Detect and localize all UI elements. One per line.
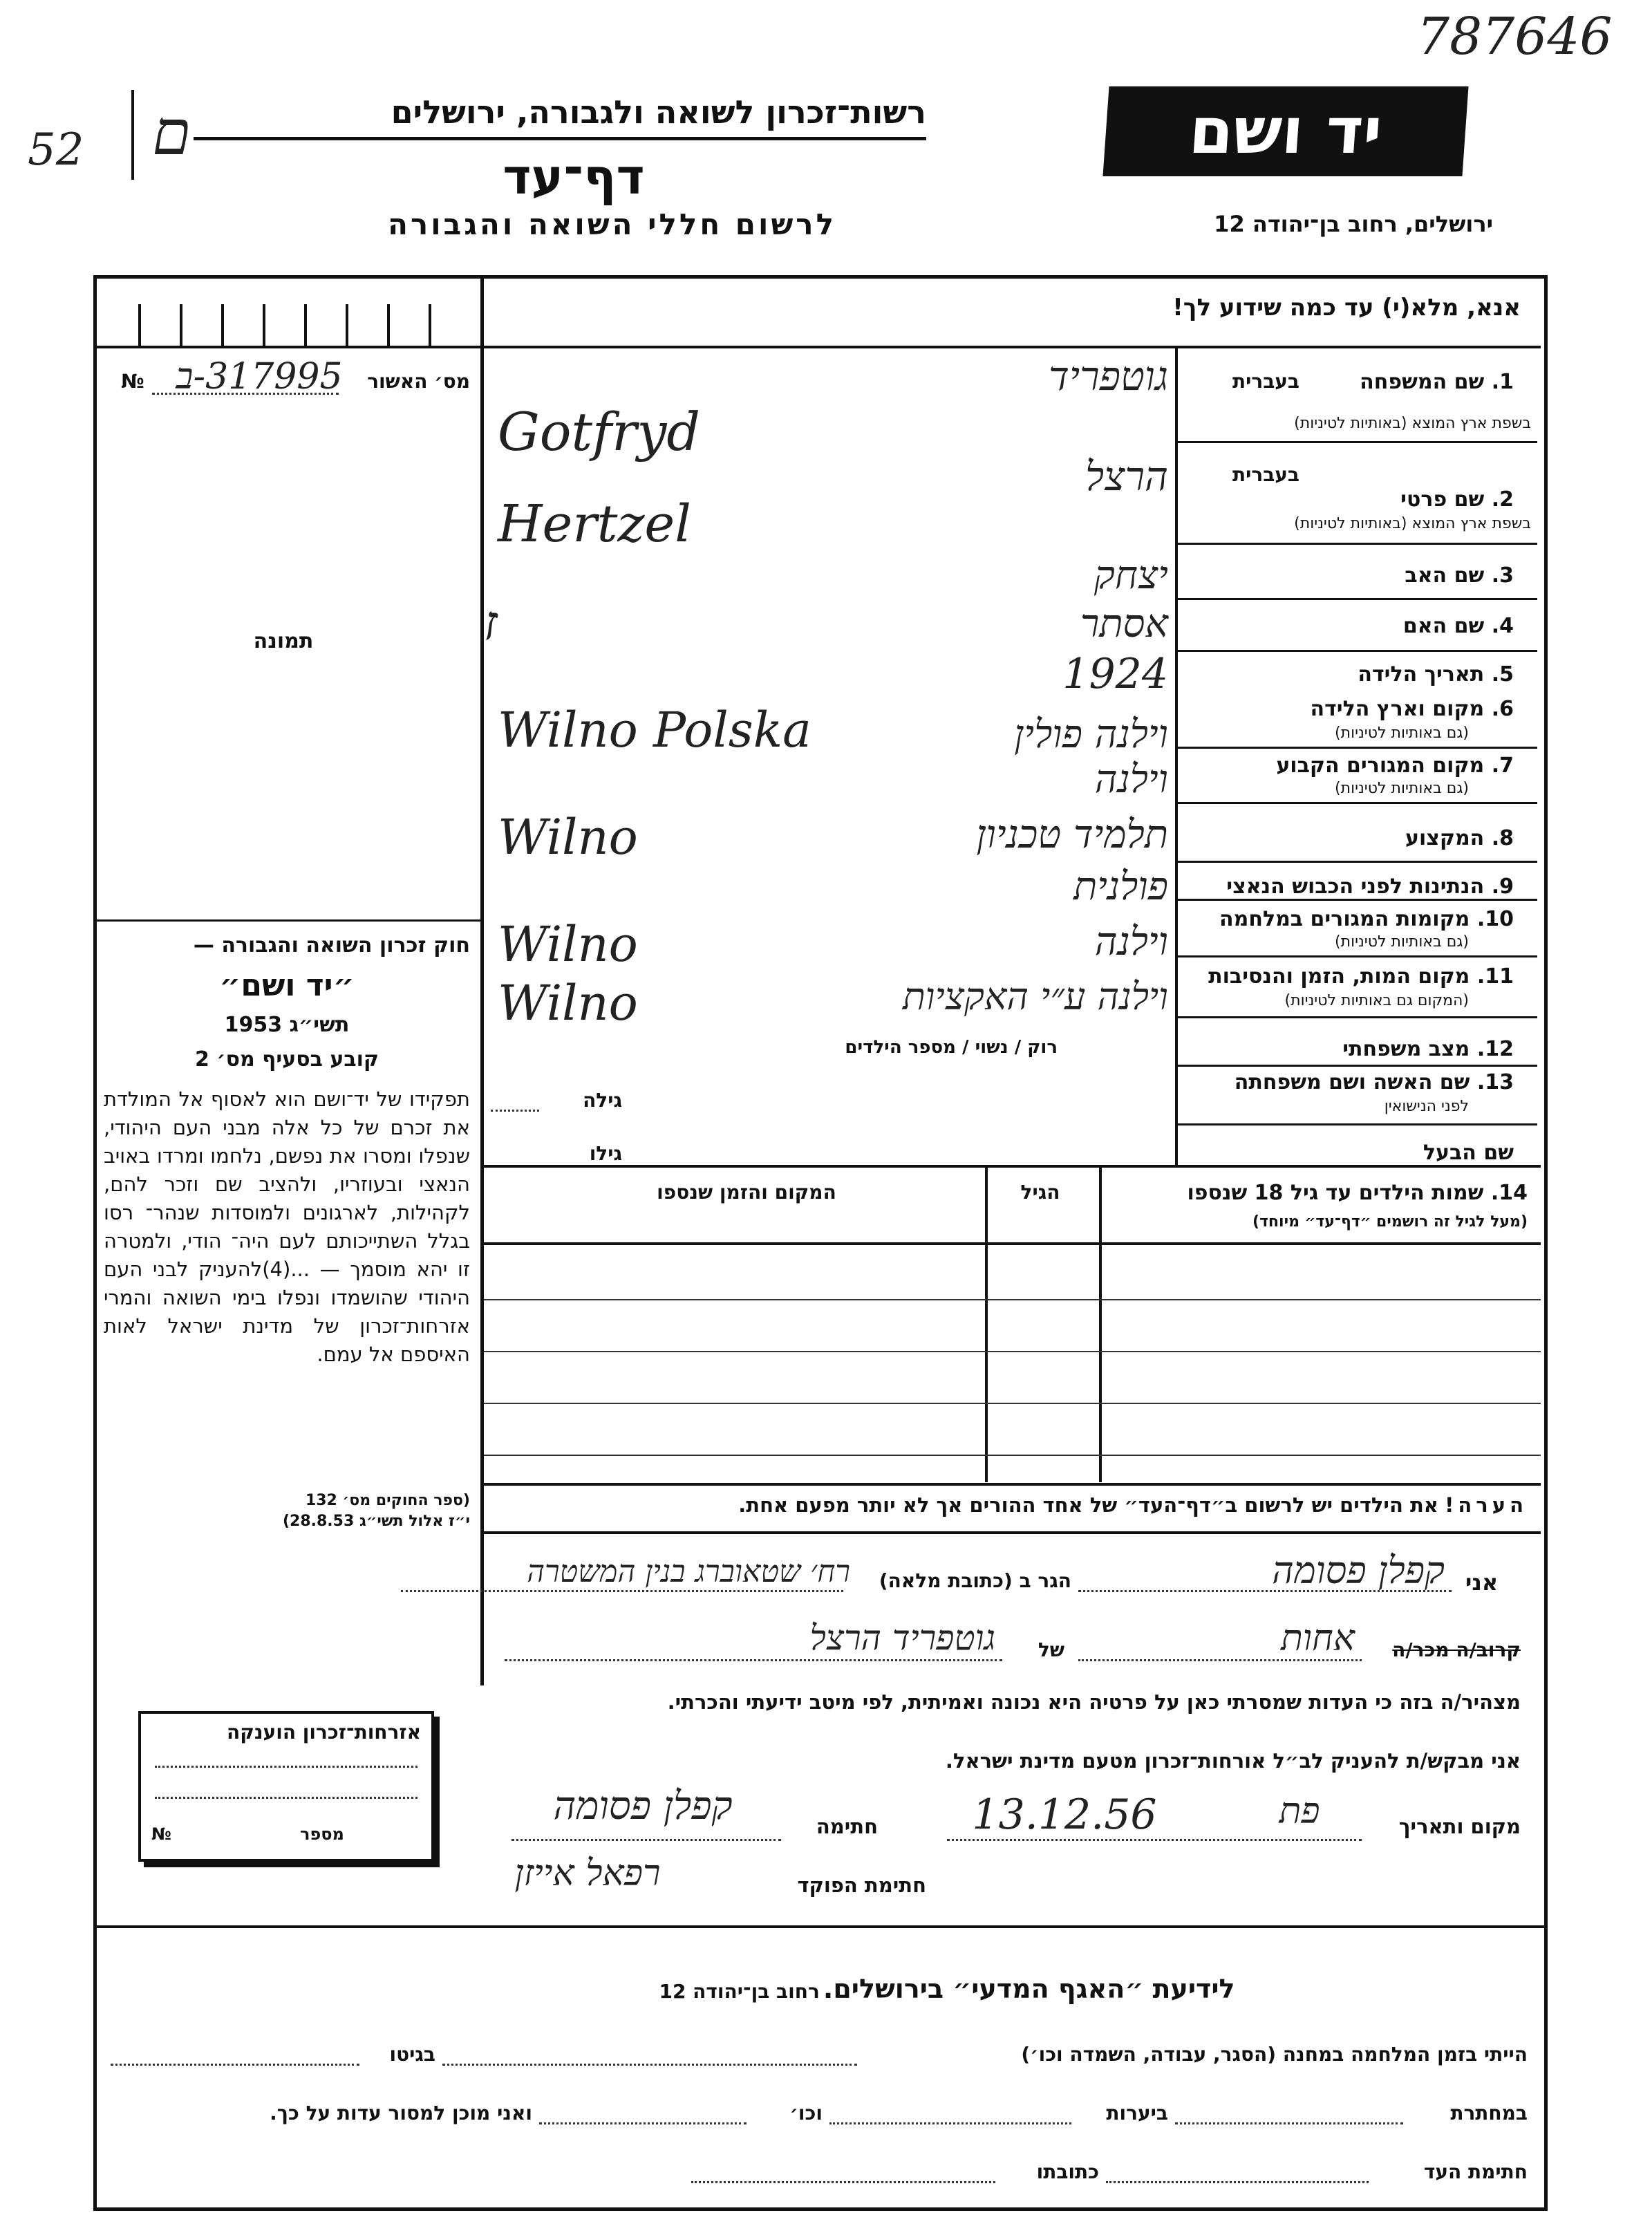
certificate-box [138,1711,434,1862]
first-name-hebrew: הרצל [1085,453,1168,500]
declaration-text: מצהיר/ה בזה כי העדות שמסרתי כאן על פרטיה היא נכונה ואמיתית, לפי מיטב ידיעתי והכרתי. [667,1690,1521,1714]
declarant-address-label: הגר ב (כתובת מלאה) [879,1569,1071,1592]
field-9-num: 9. [1491,875,1514,899]
bottom-title: לידיעת ״האגף המדעי״ בירושלים. [823,1974,1235,2004]
relation-label: קרוב/ה מכר/ה [1392,1638,1521,1661]
approval-label: מס׳ האשור [367,370,470,393]
children-title: שמות הילדים עד גיל 18 שנספו [1187,1181,1484,1205]
law-citation-2: י״ז אלול תשי״ג 28.8.53) [282,1513,470,1530]
mother-name-mark: ז [484,595,498,651]
request-text: אני מבקש/ת להעניק לב״ל אורחות־זכרון מטעם מדינת ישראל. [945,1749,1521,1773]
declarant-name: קפלן פסומה [1272,1549,1445,1592]
header-address: ירושלים, רחוב בן־יהודה 12 [1214,211,1493,237]
death-place-latin: Wilno [498,975,638,1031]
field-2-num: 2. [1491,487,1514,512]
law-title: חוק זכרון השואה והגבורה — [193,933,470,957]
bottom-forests: ביערות [1106,2102,1168,2124]
field-6-note: (גם באותיות לטיניות) [1335,725,1469,742]
margin-number: 52 [28,124,84,176]
field-5-num: 5. [1491,662,1514,686]
residence-latin: Wilno [498,809,638,866]
mother-name: אסתר [1080,601,1168,646]
marital-options: רוק / נשוי / מספר הילדים [845,1037,1058,1058]
field-12-num: 12. [1476,1037,1514,1061]
date-value: 13.12.56 [972,1791,1157,1839]
birth-place-latin: Wilno Polska [498,702,811,758]
law-citation-1: (ספר החוקים מס׳ 132 [305,1492,470,1509]
first-name-latin: Hertzel [498,494,691,554]
field-10-num: 10. [1476,907,1514,931]
birth-year: 1924 [1062,650,1168,698]
field-11-label: מקום המות, הזמן והנסיבות [1208,964,1470,989]
relation-value: אחות [1281,1618,1355,1659]
field-6-label: מקום וארץ הלידה [1310,697,1485,721]
of-name: גוטפריד הרצל [809,1618,995,1658]
wife-age-label: גילה [583,1089,622,1112]
signature-value: קפלן פסומה [553,1784,733,1829]
form-intro: אנא, מלא(י) עד כמה שידוע לך! [1172,294,1521,321]
surname-hebrew: גוטפריד [1048,353,1168,400]
field-13-num: 13. [1476,1070,1514,1094]
field-2-note: בשפת ארץ המוצא (באותיות לטיניות) [1294,515,1531,532]
of-label: של [1038,1638,1064,1661]
children-note: (מעל לגיל זה רושמים ״דף־עד״ מיוחד) [1252,1213,1528,1231]
bottom-underground: במחתרת [1450,2102,1528,2124]
field-1-label: שם המשפחה [1360,370,1485,394]
profession: תלמיד טכניון [976,812,1168,857]
field-1-note: בשפת ארץ המוצא (באותיות לטיניות) [1294,415,1531,432]
field-2-label: שם פרטי [1400,487,1485,512]
bottom-address: רחוב בן־יהודה 12 [659,1980,820,2003]
bottom-line1-end: בגיטו [389,2043,435,2066]
certificate-no-sign: № [151,1824,171,1844]
husband-age-label: גילו [589,1142,622,1165]
law-clause: קובע בסעיף מס׳ 2 [194,1047,379,1072]
law-year: תשי״ג 1953 [224,1013,350,1037]
field-11-note: (המקום גם באותיות לטיניות) [1284,992,1469,1009]
archive-number: 787646 [1417,7,1613,66]
bottom-etc: וכו׳ [789,2102,823,2124]
certificate-number-label: מספר [300,1824,344,1844]
officer-signature: רפאל אייזן [514,1853,661,1894]
field-2-hebrew-tag: בעברית [1232,463,1299,486]
remark-label: הערה! [1445,1493,1528,1517]
field-1-num: 1. [1491,370,1514,394]
field-12-label: מצב משפחתי [1342,1037,1470,1061]
field-4-num: 4. [1491,614,1514,638]
field-5-label: תאריך הלידה [1358,662,1485,686]
law-name: ״יד ושם״ [219,968,355,1003]
field-13-label: שם האשה ושם משפחתה [1234,1070,1470,1094]
birth-place-hebrew: וילנה פולין [1014,712,1168,757]
field-8-num: 8. [1491,826,1514,850]
wartime-residence-latin: Wilno [498,916,638,973]
nationality: פולנית [1073,864,1168,909]
field-10-label: מקומות המגורים במלחמה [1219,907,1470,931]
signature-label: חתימה [816,1815,878,1838]
death-place-hebrew: וילנה ע״י האקציות [902,975,1168,1018]
field-11-num: 11. [1476,964,1514,989]
children-age-header: הגיל [1020,1181,1060,1204]
surname-latin: Gotfryd [498,401,701,463]
children-num: 14. [1490,1181,1528,1205]
bottom-line1-start: הייתי בזמן המלחמה במחנה (הסגר, עבודה, השמדה וכו׳) [1021,2043,1528,2066]
declarant-i-label: אני [1465,1569,1499,1596]
field-13-note: לפני הנישואין [1384,1098,1469,1115]
place-date-label: מקום ותאריך [1398,1815,1521,1838]
certificate-title: אזרחות־זכרון הוענקה [227,1721,421,1744]
officer-signature-label: חתימת הפוקד [797,1874,926,1897]
yad-vashem-logo [1102,86,1468,176]
bottom-witness-signature: חתימת העד [1423,2160,1528,2183]
logo-text: יד ושם [1186,94,1385,168]
field-4-label: שם האם [1402,614,1485,638]
field-6-num: 6. [1491,697,1514,721]
residence-hebrew: וילנה [1094,757,1168,802]
authority-name: רשות־זכרון לשואה ולגבורה, ירושלים [391,93,926,131]
father-name: יצחק [1093,553,1168,598]
field-7-label: מקום המגורים הקבוע [1276,754,1485,778]
field-7-note: (גם באותיות לטיניות) [1335,780,1469,797]
field-3-num: 3. [1491,563,1514,588]
page-subtitle: לרשום חללי השואה והגבורה [388,207,836,241]
bottom-willing-testify: ואני מוכן למסור עדות על כך. [270,2102,532,2124]
field-8-label: המקצוע [1405,826,1485,850]
remark-text: את הילדים יש לרשום ב״דף־העד״ של אחד ההורים אך לא יותר מפעם אחת. [738,1493,1438,1517]
page-title: דף־עד [503,149,645,205]
field-10-note: (גם באותיות לטיניות) [1335,933,1469,951]
approval-number-value: 317995-ב [176,356,343,398]
margin-letter: ם [152,97,191,169]
photo-label: תמונה [253,629,314,653]
approval-no-sign: № [121,370,144,393]
field-3-label: שם האב [1405,563,1485,588]
field-9-label: הנתינות לפני הכבוש הנאצי [1226,875,1485,899]
bottom-address-label: כתובתו [1036,2160,1099,2183]
field-7-num: 7. [1491,754,1514,778]
declarant-address: רח׳ שטאוברג בנין המשטרה [527,1554,850,1589]
husband-name-label: שם הבעל [1423,1141,1514,1165]
place-value: פת [1279,1791,1320,1832]
field-1-hebrew-tag: בעברית [1232,370,1299,393]
wartime-residence-hebrew: וילנה [1094,919,1168,964]
law-text: תפקידו של יד־ושם הוא לאסוף אל המולדת את זכרם של כל אלה מבני העם היהודי, שנפלו ומסרו את נפשם, נלחמו ומרדו באויב הנאצי ובעוזריו, ולהציב שם וזכר להם, לקהילות, לארגונים ולמוסדות שנהר־ רסו בגלל השתייכותם לעם היה־ הודי, ולמטרה זו יהא מוסמך — ...(4)להעניק לבני העם היהודי שהושמדו ונפלו בימי השואה והמרי אזרחות־זכרון של מדינת ישראל לאות האיספם אל עמם. [104,1087,470,1366]
children-place-header: המקום והזמן שנספו [657,1181,836,1204]
